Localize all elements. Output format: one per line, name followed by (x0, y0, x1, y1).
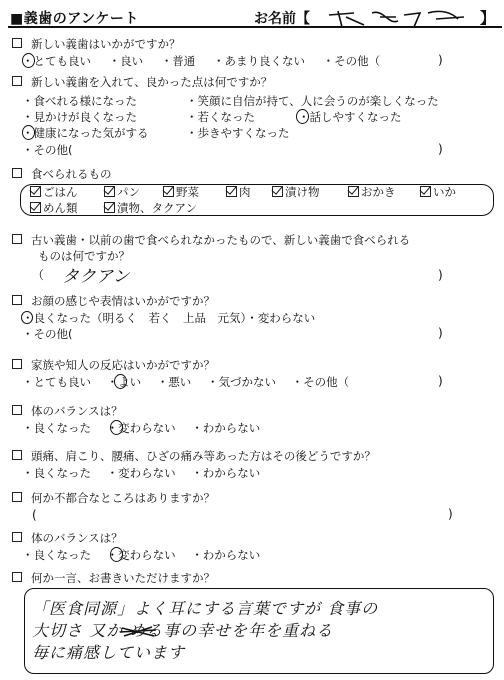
q1-checkbox[interactable] (12, 38, 22, 48)
q5-checkbox[interactable] (12, 295, 22, 305)
q5-selected-mark (21, 311, 33, 324)
q7-checkbox[interactable] (12, 405, 22, 415)
q2-close: ) (438, 142, 443, 156)
q3-food-9[interactable] (104, 201, 197, 216)
q2-text: 新しい義歯を入れて、良かった点は何ですか？ (31, 75, 273, 89)
q7-options (22, 421, 260, 436)
q3-food-6[interactable] (348, 185, 396, 200)
q5-row2[interactable]: ・その他( (22, 327, 73, 341)
comment-line-1: 「医食同源」よく耳にする言葉ですが 食事の (32, 599, 379, 618)
strikethrough-scribble (118, 624, 158, 640)
q11-checkbox[interactable] (12, 572, 22, 582)
check-icon (30, 186, 41, 197)
q3-food-5[interactable] (272, 185, 320, 200)
q6-opt-1[interactable]: ・とても良い (22, 375, 91, 389)
check-icon (104, 202, 115, 213)
q10-opt-2[interactable]: ・変わらない (106, 548, 176, 562)
q1-question (12, 37, 181, 52)
q3-food-8[interactable] (30, 201, 78, 216)
header-rule (8, 26, 502, 28)
food-label: おかき (361, 185, 396, 199)
q1-opt-1[interactable]: ・とても良い (22, 54, 91, 68)
q8-opt-3[interactable]: ・わからない (191, 466, 261, 480)
q2-checkbox[interactable] (12, 76, 22, 86)
q11-text: 何か一言、お書きいただけますか？ (31, 571, 215, 585)
q5-row1[interactable]: ・良くなった（明るく 若く 上品 元気）・変わらない (22, 311, 316, 325)
q3-checkbox[interactable] (12, 168, 22, 178)
q8-opt-1[interactable]: ・良くなった (22, 466, 91, 480)
q4-question-cont: ものは何ですか？ (38, 249, 130, 263)
q3-question (12, 167, 112, 182)
q2-row2b[interactable]: ・若くなった (186, 110, 255, 124)
page-title: ■義歯のアンケート (10, 11, 139, 27)
q3-food-3[interactable] (163, 185, 199, 200)
check-icon (163, 186, 174, 197)
q2-row3b[interactable]: ・歩きやすくなった (186, 126, 290, 140)
q1-opt-2[interactable]: ・良い (108, 54, 144, 68)
name-bracket-close: 】 (480, 9, 496, 27)
q10-question (12, 531, 123, 546)
q8-options (22, 466, 260, 481)
q1-text: 新しい義歯はいかがですか？ (31, 37, 181, 51)
q1-opt-3[interactable]: ・普通 (160, 54, 196, 68)
q4-answer[interactable]: タクアン (62, 267, 130, 287)
q2-row2c[interactable]: ・話しやすくなった (298, 110, 402, 124)
food-label: 肉 (239, 185, 251, 199)
food-label: 野菜 (176, 185, 199, 199)
q10-text: 体のバランスは？ (31, 531, 123, 545)
q10-options (22, 548, 260, 563)
food-label: いか (433, 185, 456, 199)
q7-question (12, 404, 123, 419)
q6-opt-3[interactable]: ・悪い (156, 375, 192, 389)
header (4, 5, 498, 27)
q1-selected-mark (22, 53, 35, 68)
food-label: めん類 (43, 201, 78, 215)
q10-checkbox[interactable] (12, 532, 22, 542)
food-label: 漬け物 (285, 185, 320, 199)
q3-food-1[interactable] (30, 185, 78, 200)
q3-text: 食べられるもの (31, 167, 112, 181)
q4-open: （ (32, 268, 45, 282)
q7-opt-1[interactable]: ・良くなった (22, 421, 91, 435)
q7-opt-2[interactable]: ・変わらない (106, 421, 176, 435)
q6-close: ) (438, 374, 443, 388)
q2-mark-health (22, 125, 35, 140)
q7-selected-mark (110, 420, 123, 435)
q7-opt-3[interactable]: ・わからない (191, 421, 261, 435)
q5-text: お顔の感じや表情はいかがですか？ (31, 294, 215, 308)
q8-checkbox[interactable] (12, 450, 22, 460)
q6-opt-5[interactable]: ・その他（ (291, 375, 350, 389)
check-icon (30, 202, 41, 213)
q1-close: ) (438, 53, 443, 67)
q8-opt-2[interactable]: ・変わらない (106, 466, 176, 480)
check-icon (226, 186, 237, 197)
q2-row3a[interactable]: ・健康になった気がする (22, 126, 149, 140)
q4-checkbox[interactable] (12, 234, 22, 244)
q2-row1b[interactable]: ・笑顔に自信が持て、人に会うのが楽しくなった (186, 94, 439, 108)
q1-options (22, 54, 380, 69)
q1-opt-5[interactable]: ・その他（ (322, 54, 381, 68)
q4-question (12, 233, 410, 248)
q5-close: ) (438, 326, 443, 340)
comment-line-2: 大切さ 又か める事の幸せを年を重ねる (32, 621, 334, 640)
food-label: ごはん (43, 185, 78, 199)
food-label: 漬物、タクアン (117, 201, 198, 215)
q3-food-2[interactable] (104, 185, 140, 200)
q10-opt-1[interactable]: ・良くなった (22, 548, 91, 562)
q3-food-7[interactable] (420, 185, 456, 200)
q9-close: ) (448, 507, 453, 521)
q8-text: 頭痛、肩こり、腰痛、ひざの痛み等あった方はその後どうですか？ (31, 449, 376, 463)
q9-question (12, 491, 215, 506)
q2-question (12, 75, 272, 90)
q2-row1a[interactable]: ・食べれる様になった (22, 94, 137, 108)
q3-food-4[interactable] (226, 185, 251, 200)
q9-open: ( (32, 508, 37, 522)
q8-question (12, 449, 376, 464)
q6-question (12, 358, 215, 373)
q9-text: 何か不都合なところはありますか？ (31, 491, 215, 505)
check-icon (420, 186, 431, 197)
q11-question (12, 571, 215, 586)
food-label: パン (117, 185, 140, 199)
q6-selected-mark (114, 374, 127, 389)
q2-row4[interactable]: ・その他( (22, 143, 73, 157)
q6-text: 家族や知人の反応はいかがですか？ (31, 358, 215, 372)
check-icon (272, 186, 283, 197)
q6-opt-4[interactable]: ・気づかない (206, 375, 276, 389)
name-label: お名前【 (254, 11, 310, 27)
q5-question (12, 294, 215, 309)
q2-row2a[interactable]: ・見かけが良くなった (22, 110, 137, 124)
q10-opt-3[interactable]: ・わからない (191, 548, 261, 562)
q6-opt-2[interactable]: ・よい (106, 375, 142, 389)
q7-text: 体のバランスは？ (31, 404, 123, 418)
q9-checkbox[interactable] (12, 492, 22, 502)
q1-opt-4[interactable]: ・あまり良くない (212, 54, 305, 68)
check-icon (104, 186, 115, 197)
q6-checkbox[interactable] (12, 359, 22, 369)
comment-line-3: 毎に痛感しています (32, 643, 186, 662)
q4-close: ) (438, 268, 443, 282)
q6-options (22, 375, 349, 390)
q2-mark-talk (296, 109, 309, 124)
check-icon (348, 186, 359, 197)
q10-selected-mark (110, 547, 123, 562)
q4-text: 古い義歯・以前の歯で食べられなかったもので、新しい義歯で食べられる (31, 233, 411, 247)
